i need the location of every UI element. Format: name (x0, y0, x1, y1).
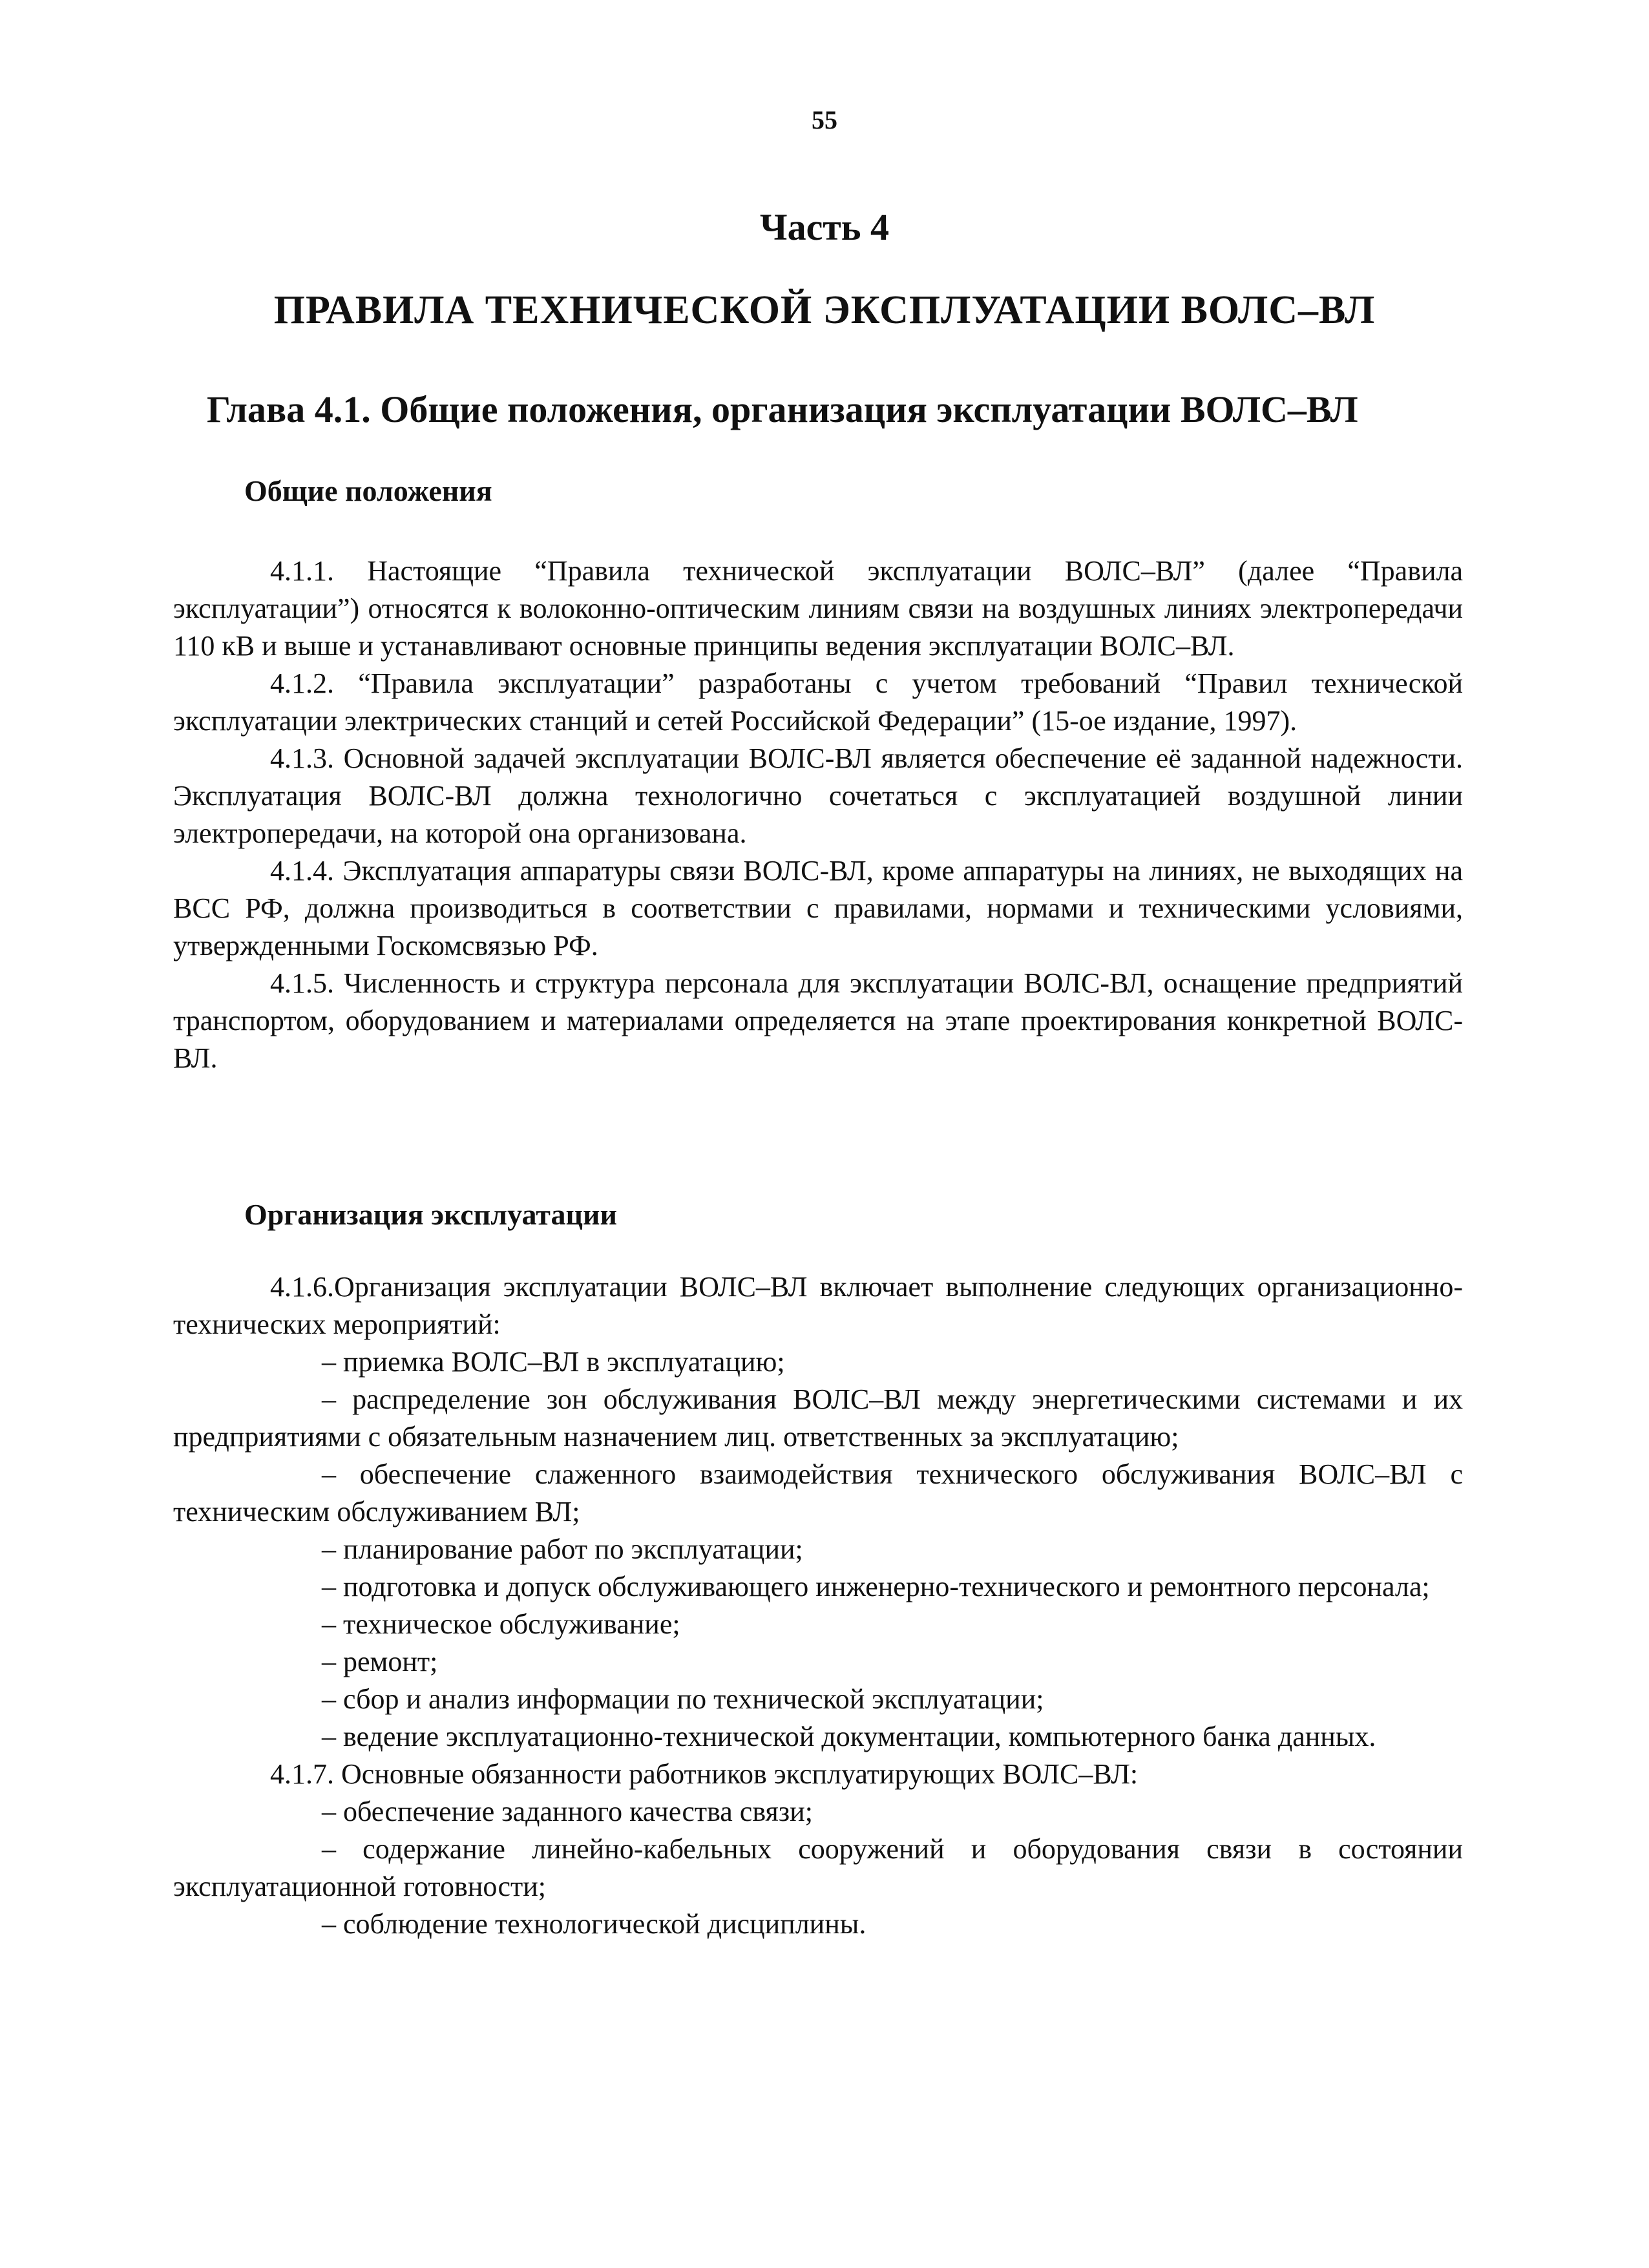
organization-body (173, 1268, 1463, 1943)
paragraph-4-1-1: 4.1.1. Настоящие “Правила технической эксплуатации ВОЛС–ВЛ” (далее “Правила эксплуатации”) относятся к волоконно-оптическим линиям связи на воздушных линиях электропередачи 110 кВ и выше и устанавливают основные принципы ведения эксплуатации ВОЛС–ВЛ. (173, 555, 1463, 662)
list-item: – ремонт; (322, 1646, 438, 1677)
list-item: – ведение эксплуатационно-технической документации, компьютерного банка данных. (322, 1721, 1376, 1752)
section-heading-general: Общие положения (244, 474, 492, 507)
list-item: – планирование работ по эксплуатации; (322, 1533, 803, 1565)
chapter-title: Глава 4.1. Общие положения, организация эксплуатации ВОЛС–ВЛ (207, 388, 1358, 430)
list-item: – обеспечение слаженного взаимодействия технического обслуживания ВОЛС–ВЛ с техническим обслуживанием ВЛ; (173, 1458, 1463, 1528)
list-item: – обеспечение заданного качества связи; (322, 1796, 813, 1827)
section-heading-organization: Организация эксплуатации (244, 1198, 617, 1231)
list-item: – соблюдение технологической дисциплины. (322, 1908, 867, 1940)
list-item: – сбор и анализ информации по технической эксплуатации; (322, 1683, 1044, 1715)
paragraph-4-1-7: 4.1.7. Основные обязанности работников эксплуатирующих ВОЛС–ВЛ: (270, 1758, 1139, 1790)
list-item: – содержание линейно-кабельных сооружений и оборудования связи в состоянии эксплуатационной готовности; (173, 1833, 1463, 1902)
paragraph-4-1-2: 4.1.2. “Правила эксплуатации” разработаны с учетом требований “Правил технической эксплуатации электрических станций и сетей Российской Федерации” (15-ое издание, 1997). (173, 667, 1463, 737)
general-provisions-body (173, 552, 1463, 1077)
list-item: – техническое обслуживание; (322, 1608, 680, 1640)
list-item: – распределение зон обслуживания ВОЛС–ВЛ между энергетическими системами и их предприятиями с обязательным назначением лиц. ответственных за эксплуатацию; (173, 1383, 1463, 1453)
paragraph-4-1-3: 4.1.3. Основной задачей эксплуатации ВОЛС-ВЛ является обеспечение её заданной надежности. Эксплуатация ВОЛС-ВЛ должна технологично сочетаться с эксплуатацией воздушной линии электропередачи, на которой она организована. (173, 742, 1463, 849)
list-item: – приемка ВОЛС–ВЛ в эксплуатацию; (322, 1346, 785, 1378)
paragraph-4-1-4: 4.1.4. Эксплуатация аппаратуры связи ВОЛС-ВЛ, кроме аппаратуры на линиях, не выходящих на ВСС РФ, должна производиться в соответствии с правилами, нормами и техническими условиями, утвержденными Госкомсвязью РФ. (173, 855, 1463, 961)
part-title: Часть 4 (760, 206, 889, 248)
paragraph-4-1-5: 4.1.5. Численность и структура персонала для эксплуатации ВОЛС-ВЛ, оснащение предприятий транспортом, оборудованием и материалами определяется на этапе проектирования конкретной ВОЛС-ВЛ. (173, 967, 1463, 1074)
paragraph-4-1-6: 4.1.6.Организация эксплуатации ВОЛС–ВЛ включает выполнение следующих организационно-технических мероприятий: (173, 1271, 1463, 1340)
list-item: – подготовка и допуск обслуживающего инженерно-технического и ремонтного персонала; (322, 1571, 1430, 1602)
page-number: 55 (812, 105, 837, 134)
main-title: ПРАВИЛА ТЕХНИЧЕСКОЙ ЭКСПЛУАТАЦИИ ВОЛС–ВЛ (273, 288, 1376, 332)
